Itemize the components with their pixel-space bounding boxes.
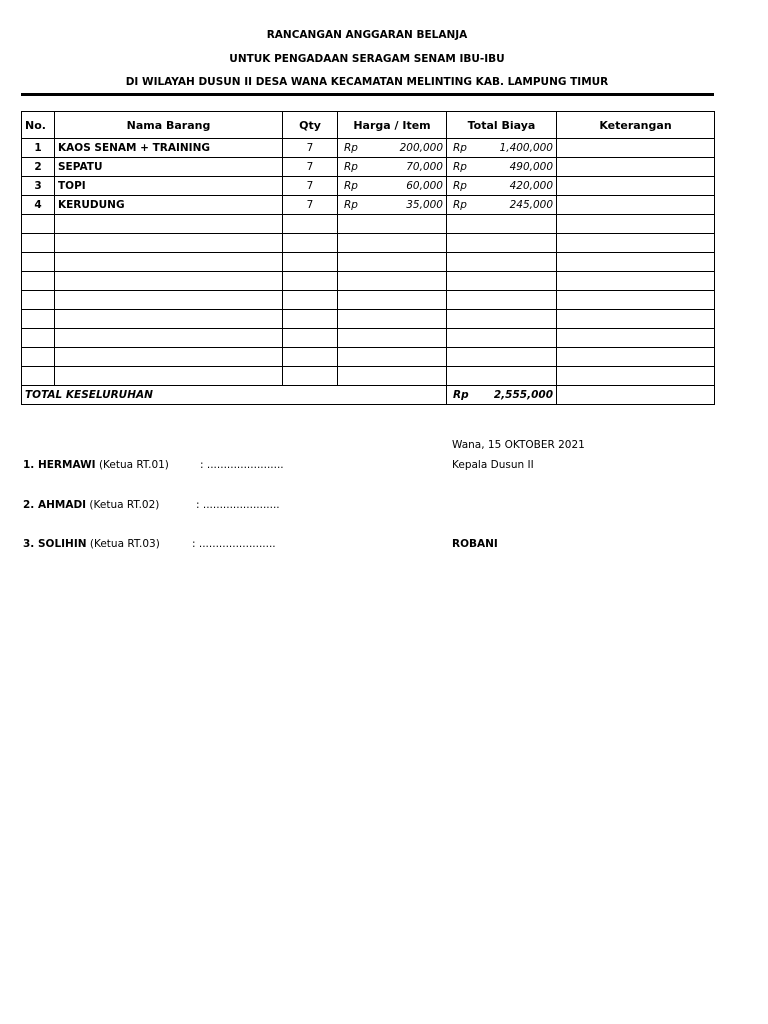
signer-name: 1. HERMAWI [23, 459, 96, 471]
price-amount: 70,000 [406, 161, 443, 173]
signer-3 [23, 538, 160, 550]
total-amount: 1,400,000 [499, 142, 553, 154]
price-amount: 60,000 [406, 180, 443, 192]
total-amount: 245,000 [509, 199, 553, 211]
signer-1 [23, 459, 169, 471]
grand-total-amount: 2,555,000 [493, 389, 553, 401]
budget-table [21, 111, 715, 405]
head-title: Kepala Dusun II [452, 459, 534, 471]
empty-row [22, 348, 715, 367]
price-amount: 35,000 [406, 199, 443, 211]
currency-label: Rp [344, 161, 358, 173]
row-item-name: KAOS SENAM + TRAINING [55, 139, 283, 158]
col-header-no: No. [22, 112, 55, 139]
table-header-row [22, 112, 715, 139]
table-row [22, 196, 715, 215]
row-price [338, 196, 447, 215]
currency-label: Rp [344, 180, 358, 192]
table-row [22, 158, 715, 177]
row-item-name: SEPATU [55, 158, 283, 177]
row-price [338, 158, 447, 177]
row-price [338, 177, 447, 196]
row-qty: 7 [283, 177, 338, 196]
empty-row [22, 253, 715, 272]
signer-role: (Ketua RT.02) [89, 499, 160, 511]
table-row [22, 139, 715, 158]
row-no: 2 [22, 158, 55, 177]
col-header-qty: Qty [283, 112, 338, 139]
signature-line: : ....................... [192, 538, 276, 550]
total-row [22, 386, 715, 405]
document-title-3: DI WILAYAH DUSUN II DESA WANA KECAMATAN MELINTING KAB. LAMPUNG TIMUR [125, 76, 609, 88]
signature-line: : ....................... [200, 459, 284, 471]
head-name [452, 538, 498, 550]
total-note [557, 386, 715, 405]
row-total [447, 177, 557, 196]
row-no: 3 [22, 177, 55, 196]
row-note [557, 177, 715, 196]
signer-role: (Ketua RT.03) [89, 538, 160, 550]
empty-row [22, 310, 715, 329]
row-item-name: TOPI [55, 177, 283, 196]
total-amount: 420,000 [509, 180, 553, 192]
row-price [338, 139, 447, 158]
row-qty: 7 [283, 139, 338, 158]
row-note [557, 139, 715, 158]
signer-2 [23, 499, 159, 511]
empty-row [22, 272, 715, 291]
signature-line: : ....................... [196, 499, 280, 511]
signer-name: 2. AHMADI [23, 499, 87, 511]
empty-row [22, 215, 715, 234]
currency-label: Rp [453, 142, 467, 154]
empty-row [22, 367, 715, 386]
signer-name: 3. SOLIHIN [23, 538, 87, 550]
empty-row [22, 329, 715, 348]
col-header-total: Total Biaya [447, 112, 557, 139]
empty-row [22, 234, 715, 253]
total-amount: 490,000 [509, 161, 553, 173]
grand-total [447, 386, 557, 405]
place-date: Wana, 15 OKTOBER 2021 [452, 439, 585, 451]
row-total [447, 158, 557, 177]
signer-role: (Ketua RT.01) [98, 459, 169, 471]
row-qty: 7 [283, 158, 338, 177]
document-title-1: RANCANGAN ANGGARAN BELANJA [266, 29, 468, 41]
col-header-price: Harga / Item [338, 112, 447, 139]
document-title-2: UNTUK PENGADAAN SERAGAM SENAM IBU-IBU [229, 53, 505, 65]
total-label: TOTAL KESELURUHAN [22, 386, 447, 405]
head-name-text: ROBANI [452, 538, 498, 550]
row-no: 1 [22, 139, 55, 158]
currency-label: Rp [453, 389, 469, 401]
col-header-note: Keterangan [557, 112, 715, 139]
currency-label: Rp [453, 199, 467, 211]
row-no: 4 [22, 196, 55, 215]
row-total [447, 196, 557, 215]
currency-label: Rp [344, 199, 358, 211]
price-amount: 200,000 [399, 142, 443, 154]
currency-label: Rp [344, 142, 358, 154]
header-divider [21, 93, 714, 96]
col-header-name: Nama Barang [55, 112, 283, 139]
empty-row [22, 291, 715, 310]
row-note [557, 158, 715, 177]
row-item-name: KERUDUNG [55, 196, 283, 215]
table-row [22, 177, 715, 196]
row-qty: 7 [283, 196, 338, 215]
row-total [447, 139, 557, 158]
currency-label: Rp [453, 180, 467, 192]
currency-label: Rp [453, 161, 467, 173]
row-note [557, 196, 715, 215]
